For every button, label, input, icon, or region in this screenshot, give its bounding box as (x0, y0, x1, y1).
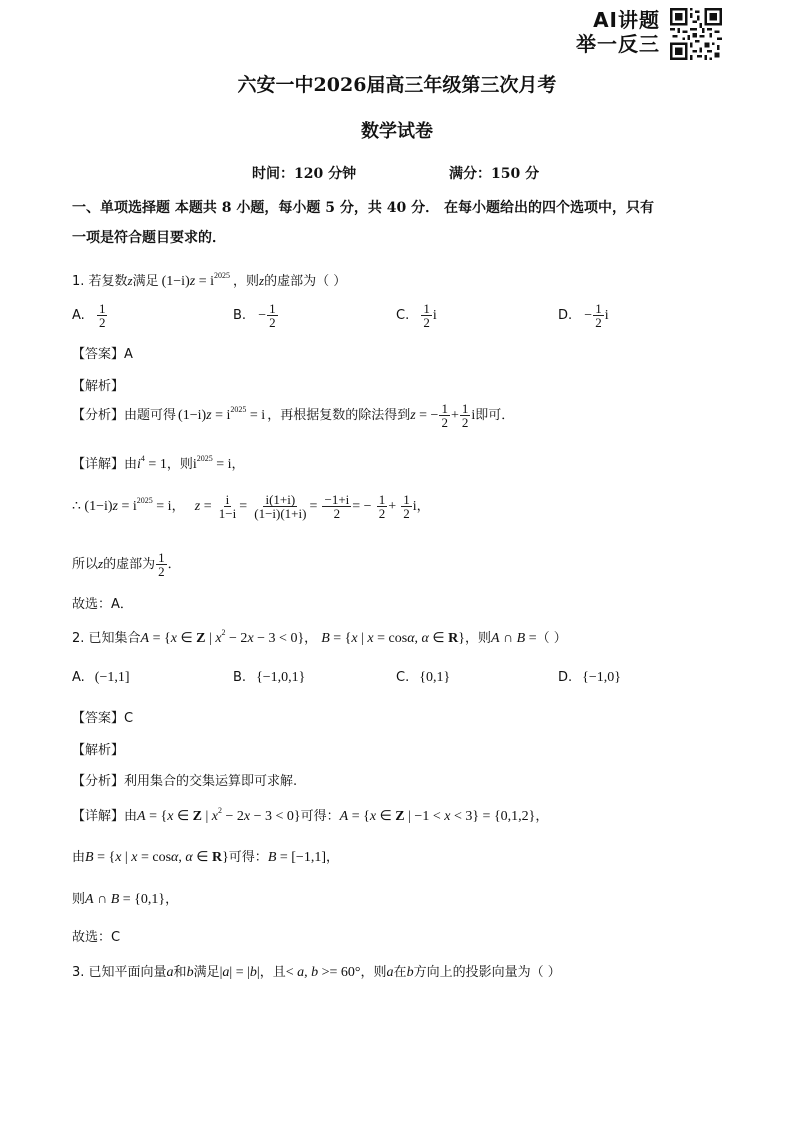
q1-option-d[interactable]: D. − $\frac{1}{2}$ i (558, 301, 609, 330)
q2-xiangjie: 【详解】由A = {x ∈ Z | $x^2 - 2x - 3 < 0$}可得：A = {x ∈ Z | −1 < x < 3} = {0,1,2}， (72, 806, 549, 824)
q2-fenxi: 【分析】利用集合的交集运算即可求解. (72, 774, 298, 789)
ai-badge (576, 8, 660, 56)
q1-option-c[interactable]: C. $\frac{1}{2}$ i (396, 301, 437, 330)
badge-line1: AI讲题 (593, 8, 660, 32)
exam-title: 六安一中2026届高三年级第三次月考 (237, 74, 557, 96)
q1-option-b[interactable]: B. − $\frac{1}{2}$ (233, 301, 276, 330)
q1-answer: 【答案】A (72, 347, 133, 362)
badge-line2: 举一反三 (576, 32, 660, 56)
q1-stem: 1. 若复数z满足 $(1-i)z = i^{2025}$ ，则z的虚部为（ ） (72, 271, 347, 289)
exam-score: 满分：150 分 (449, 166, 540, 182)
exam-time: 时间：120 分钟 (252, 166, 357, 182)
q2-choice: 故选：C (72, 930, 121, 945)
q1-xiangjie: 【详解】由$i^4 = 1$，则$i^{2025} = i$， (72, 454, 245, 472)
exam-subject: 数学试卷 (361, 121, 433, 142)
q2-analysis-label: 【解析】 (72, 743, 125, 758)
q2-option-d[interactable]: D. {−1,0} (558, 670, 621, 685)
q2-stem: 2. 已知集合A = {x ∈ Z | $x^2 - 2x - 3 < 0$}， B = {x | x = cosα, α ∈ R}，则A ∩ B =（ ） (72, 628, 567, 646)
q1-derivation: ∴ $(1-i)z = i^{2025} = i$， z = $\frac{i}{1-i}$ = $\frac{i(1+i)}{(1-i)(1+i)}$ = $\frac{-1+i}{2}$ = − $\frac{1}{2}$ + $\frac{1}{2}$ i， (72, 492, 430, 521)
q2-option-b[interactable]: B. {−1,0,1} (233, 670, 306, 685)
q3-stem: 3. 已知平面向量a和b满足|a| = |b|，且< a, b >= 60°，则a在b方向上的投影向量为（ ） (72, 965, 561, 980)
q2-answer: 【答案】C (72, 711, 134, 726)
q1-option-a[interactable]: A. $\frac{1}{2}$ (72, 301, 106, 330)
section1-line1: 一、单项选择题 本题共 8 小题，每小题 5 分，共 40 分． 在每小题给出的四个选项中，只有 (72, 200, 654, 216)
q1-fenxi: 【分析】由题可得 $(1-i)z = i^{2025} = i$ ，再根据复数的除法得到z = − $\frac{1}{2}$ + $\frac{1}{2}$ i即可． (72, 401, 515, 430)
q2-line3: 则A ∩ B = {0,1}， (72, 892, 179, 907)
q2-line2: 由B = {x | x = cosα, α ∈ R}可得：B = [−1,1]， (72, 850, 340, 865)
section1-line2: 一项是符合题目要求的． (72, 230, 226, 246)
q1-conclusion: 所以z的虚部为 $\frac{1}{2}$ ． (72, 550, 181, 579)
q2-option-c[interactable]: C. {0,1} (396, 670, 451, 685)
q1-choice: 故选：A． (72, 597, 133, 612)
q1-analysis-label: 【解析】 (72, 379, 125, 394)
q2-option-a[interactable]: A. (−1,1] (72, 670, 130, 685)
qr-code-icon[interactable] (670, 8, 722, 60)
